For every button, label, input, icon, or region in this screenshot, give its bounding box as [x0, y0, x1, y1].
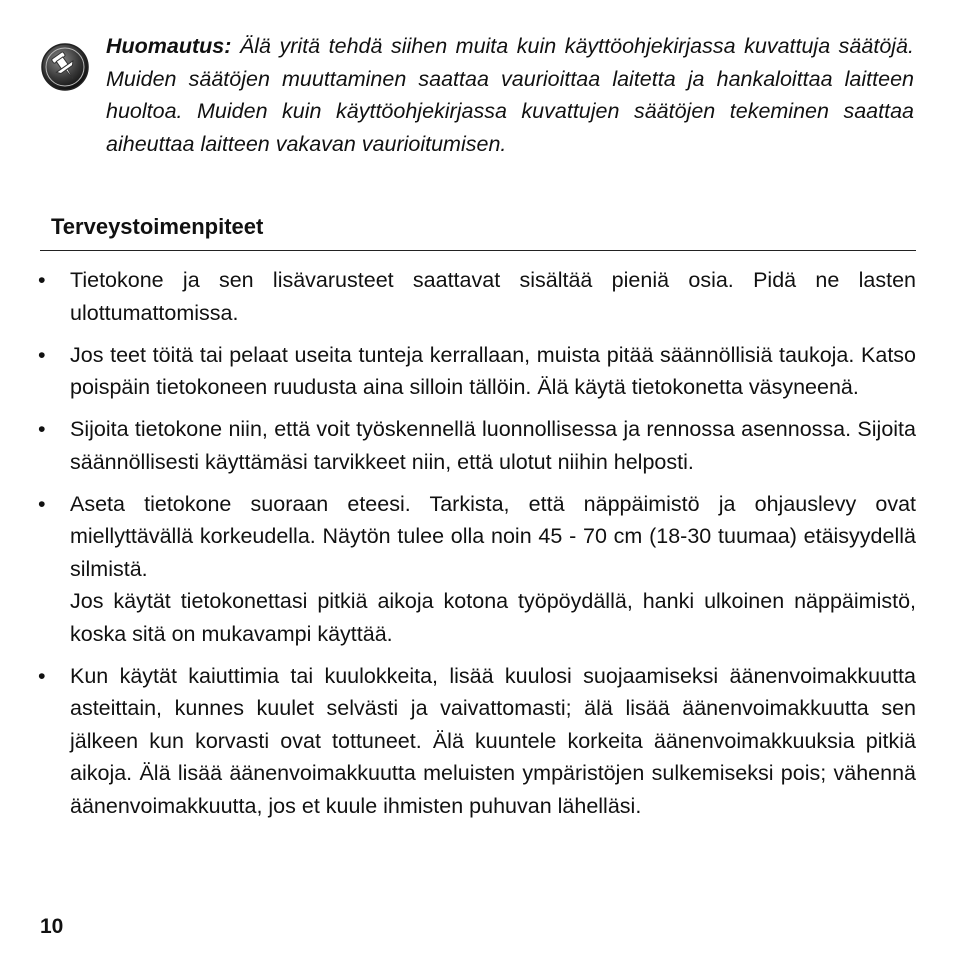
section-title: Terveystoimenpiteet	[51, 214, 264, 239]
bullet-marker: •	[38, 342, 46, 367]
list-item	[38, 339, 916, 404]
list-item	[38, 413, 916, 478]
list-item	[38, 488, 916, 651]
list-item-text: Jos teet töitä tai pelaat useita tunteja kerrallaan, muista pitää säännöllisiä taukoja. Katso poispäin tietokoneen ruudusta aina silloin tällöin. Älä käytä tietokonetta väsyneenä.	[70, 342, 916, 399]
list-item-text: Kun käytät kaiuttimia tai kuulokkeita, lisää kuulosi suojaamiseksi äänenvoimakkuutta asteittain, kunnes kuulet selvästi ja vaivattomasti; älä lisää äänenvoimakkuutta sen jälkeen kun korvasti ovat tottuneet. Älä kuuntele korkeita äänenvoimakkuuksia pitkiä aikoja. Älä lisää äänenvoimakkuutta meluisten ympäristöjen sulkemiseksi pois; vähennä äänenvoimakkuutta, jos et kuule ihmisten puhuvan lähelläsi.	[70, 663, 916, 818]
list-item-text: Sijoita tietokone niin, että voit työskennellä luonnollisessa ja rennossa asennossa. Sijoita säännöllisesti käyttämäsi tarvikkeet niin, että ulotut niihin helposti.	[70, 417, 916, 474]
page-number: 10	[40, 915, 64, 938]
note-label: Huomautus:	[106, 34, 232, 58]
list-item-text: Aseta tietokone suoraan eteesi. Tarkista, että näppäimistö ja ohjauslevy ovat miellyttävällä korkeudella. Näytön tulee olla noin 45 - 70 cm (18-30 tuumaa) etäisyydellä silmistä.	[70, 491, 916, 581]
pushpin-icon	[40, 42, 90, 92]
list-item	[38, 660, 916, 823]
list-item-text: Jos käytät tietokonettasi pitkiä aikoja kotona työpöydällä, hanki ulkoinen näppäimistö, koska sitä on mukavampi käyttää.	[70, 589, 916, 646]
bullet-marker: •	[38, 491, 46, 516]
bullet-list	[38, 264, 916, 832]
list-item-text: Tietokone ja sen lisävarusteet saattavat sisältää pieniä osia. Pidä ne lasten ulottumattomissa.	[70, 268, 916, 325]
section-divider	[40, 250, 916, 251]
bullet-marker: •	[38, 663, 46, 688]
note-text	[106, 30, 914, 160]
bullet-marker: •	[38, 417, 46, 441]
bullet-marker: •	[38, 268, 46, 292]
note-body: Älä yritä tehdä siihen muita kuin käyttöohjekirjassa kuvattuja säätöjä. Muiden säätöjen muuttaminen saattaa vaurioittaa laitetta ja hankaloittaa laitteen huoltoa. Muiden kuin käyttöohjekirjassa kuvattujen säätöjen tekeminen saattaa aiheuttaa laitteen vakavan vaurioitumisen.	[106, 34, 914, 156]
list-item	[38, 264, 916, 329]
